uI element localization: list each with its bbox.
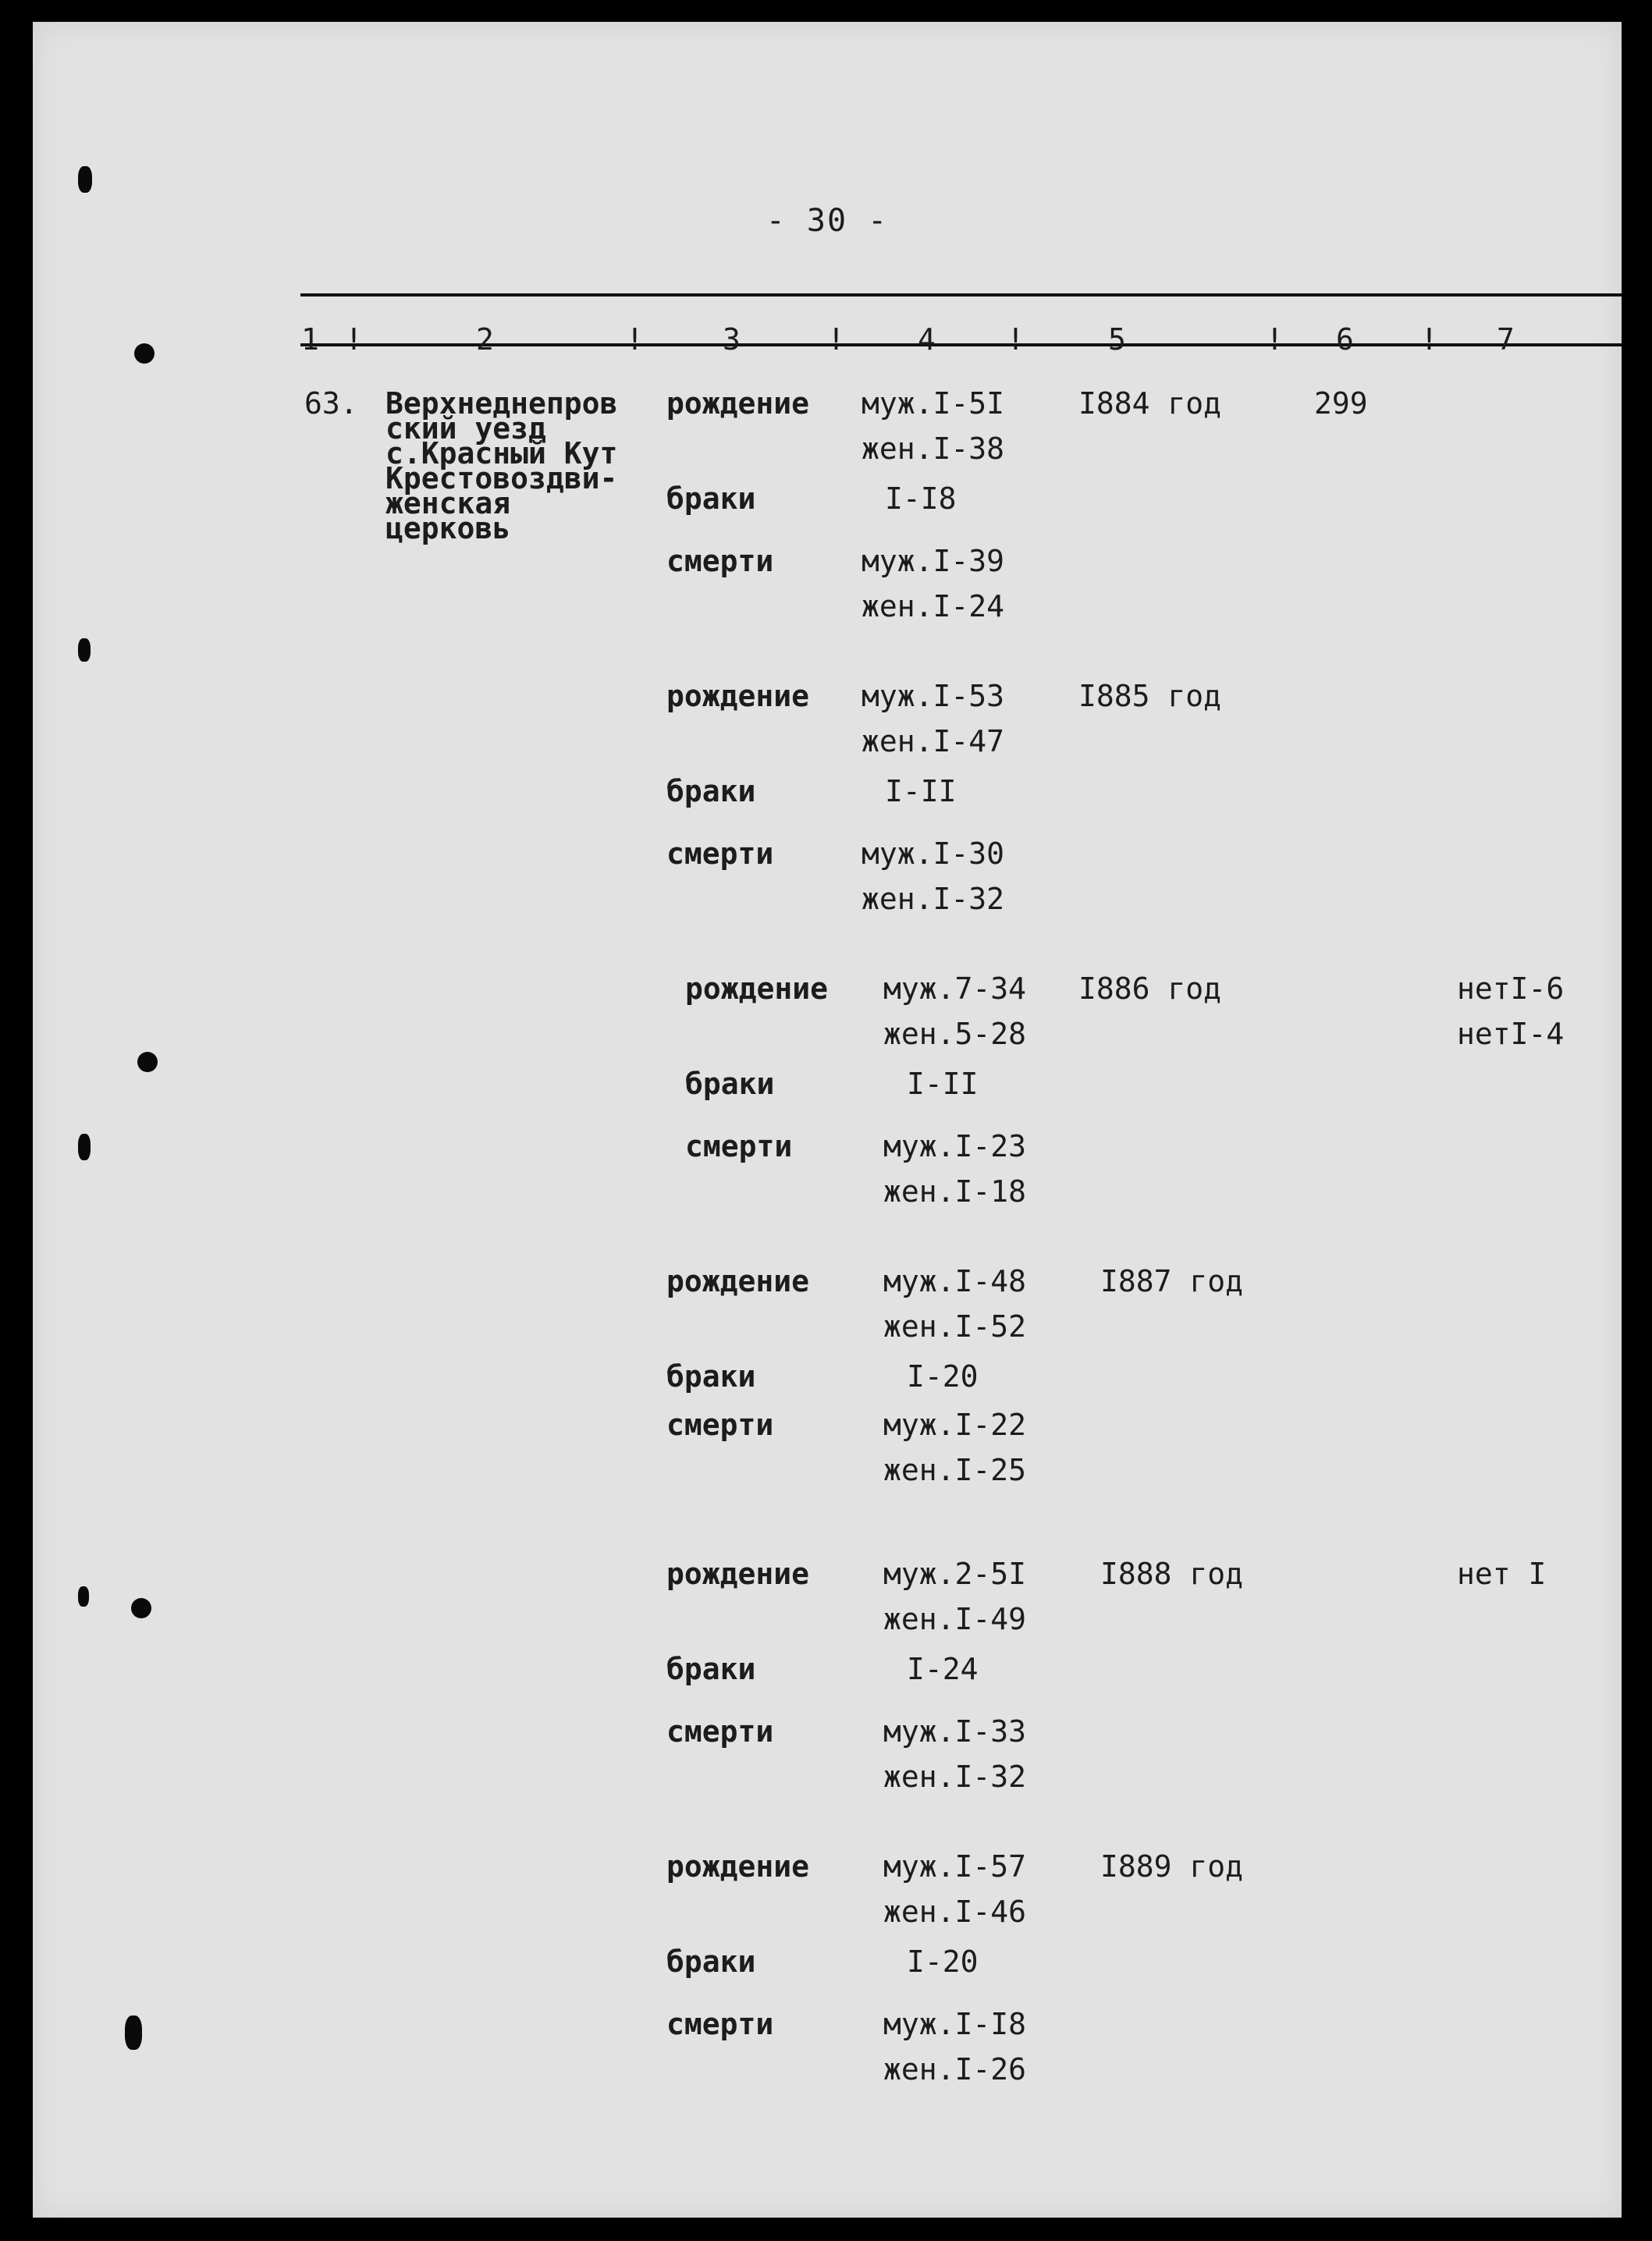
record-year: I887 год [1100,1264,1244,1298]
record-value: I-20 [907,1359,979,1394]
record-value: муж.I-48 [883,1264,1027,1298]
record-value: I-20 [907,1944,979,1979]
place-line: ский уезд [385,411,546,446]
record-value: муж.I-39 [862,544,1005,578]
header-separator: ! [1007,322,1025,357]
record-type: смерти [666,544,774,578]
record-type: рождение [666,386,810,421]
punch-hole [78,1134,91,1160]
record-value: жен.I-46 [883,1895,1027,1929]
record-value: жен.I-52 [883,1309,1027,1344]
record-value: муж.I-22 [883,1408,1027,1442]
header-col-4: 4 [918,322,936,357]
record-type: рождение [666,1557,810,1591]
record-type: смерти [666,1714,774,1749]
record-value: жен.I-49 [883,1602,1027,1636]
record-value: I-I8 [885,481,957,516]
record-value: жен.I-47 [862,724,1005,758]
record-type: смерти [666,836,774,871]
record-value: муж.I-5I [862,386,1005,421]
record-year: I885 год [1078,679,1222,713]
record-value: муж.I-23 [883,1129,1027,1163]
record-value: жен.I-25 [883,1453,1027,1487]
record-value: муж.I-53 [862,679,1005,713]
record-type: браки [666,774,756,808]
record-type: смерти [685,1129,793,1163]
punch-hole [134,343,155,364]
header-col-7: 7 [1497,322,1515,357]
record-value: муж.7-34 [883,971,1027,1006]
place-line: с.Красный Кут [385,436,618,471]
place-line: церковь [385,511,511,545]
archive-count: 299 [1314,386,1368,421]
entry-number: 63. [304,386,358,421]
record-value: муж.I-33 [883,1714,1027,1749]
record-value: жен.I-32 [883,1760,1027,1794]
record-type: смерти [666,1408,774,1442]
header-separator: ! [1420,322,1438,357]
header-separator: ! [1266,322,1284,357]
header-separator: ! [827,322,845,357]
header-separator: ! [626,322,644,357]
record-type: рождение [666,1849,810,1884]
place-line: женская [385,486,511,520]
record-year: I888 год [1100,1557,1244,1591]
header-col-6: 6 [1336,322,1354,357]
record-value: жен.I-26 [883,2052,1027,2087]
record-note: нетI-4 [1457,1017,1565,1051]
record-value: муж.I-57 [883,1849,1027,1884]
page-number: - 30 - [766,203,889,239]
record-value: муж.I-30 [862,836,1005,871]
record-value: I-II [907,1067,979,1101]
record-value: жен.I-24 [862,589,1005,623]
record-year: I884 год [1078,386,1222,421]
header-col-5: 5 [1108,322,1126,357]
record-value: жен.I-32 [862,882,1005,916]
record-value: жен.5-28 [883,1017,1027,1051]
punch-hole [131,1598,151,1618]
place-line: Крестовоздви- [385,461,618,495]
header-col-3: 3 [723,322,741,357]
punch-hole [78,638,91,662]
record-note: нетI-6 [1457,971,1565,1006]
record-type: браки [666,1359,756,1394]
header-col-1: 1 [301,322,319,357]
table-header-top-rule [300,293,1622,297]
record-value: муж.I-I8 [883,2007,1027,2041]
record-value: жен.I-38 [862,432,1005,466]
record-value: I-24 [907,1652,979,1686]
punch-hole [78,1586,89,1607]
record-type: браки [685,1067,775,1101]
record-type: браки [666,1652,756,1686]
record-value: жен.I-18 [883,1174,1027,1209]
record-type: браки [666,481,756,516]
punch-hole [125,2015,142,2050]
record-year: I886 год [1078,971,1222,1006]
record-value: муж.2-5I [883,1557,1027,1591]
header-col-2: 2 [476,322,494,357]
record-type: рождение [685,971,829,1006]
record-type: браки [666,1944,756,1979]
record-type: смерти [666,2007,774,2041]
place-line: Верхнеднепров [385,386,618,421]
record-year: I889 год [1100,1849,1244,1884]
document-page [33,22,1622,2218]
punch-hole [78,166,92,193]
record-type: рождение [666,679,810,713]
record-type: рождение [666,1264,810,1298]
punch-hole [137,1052,158,1072]
record-value: I-II [885,774,957,808]
record-note: нет I [1457,1557,1547,1591]
header-separator: ! [345,322,363,357]
